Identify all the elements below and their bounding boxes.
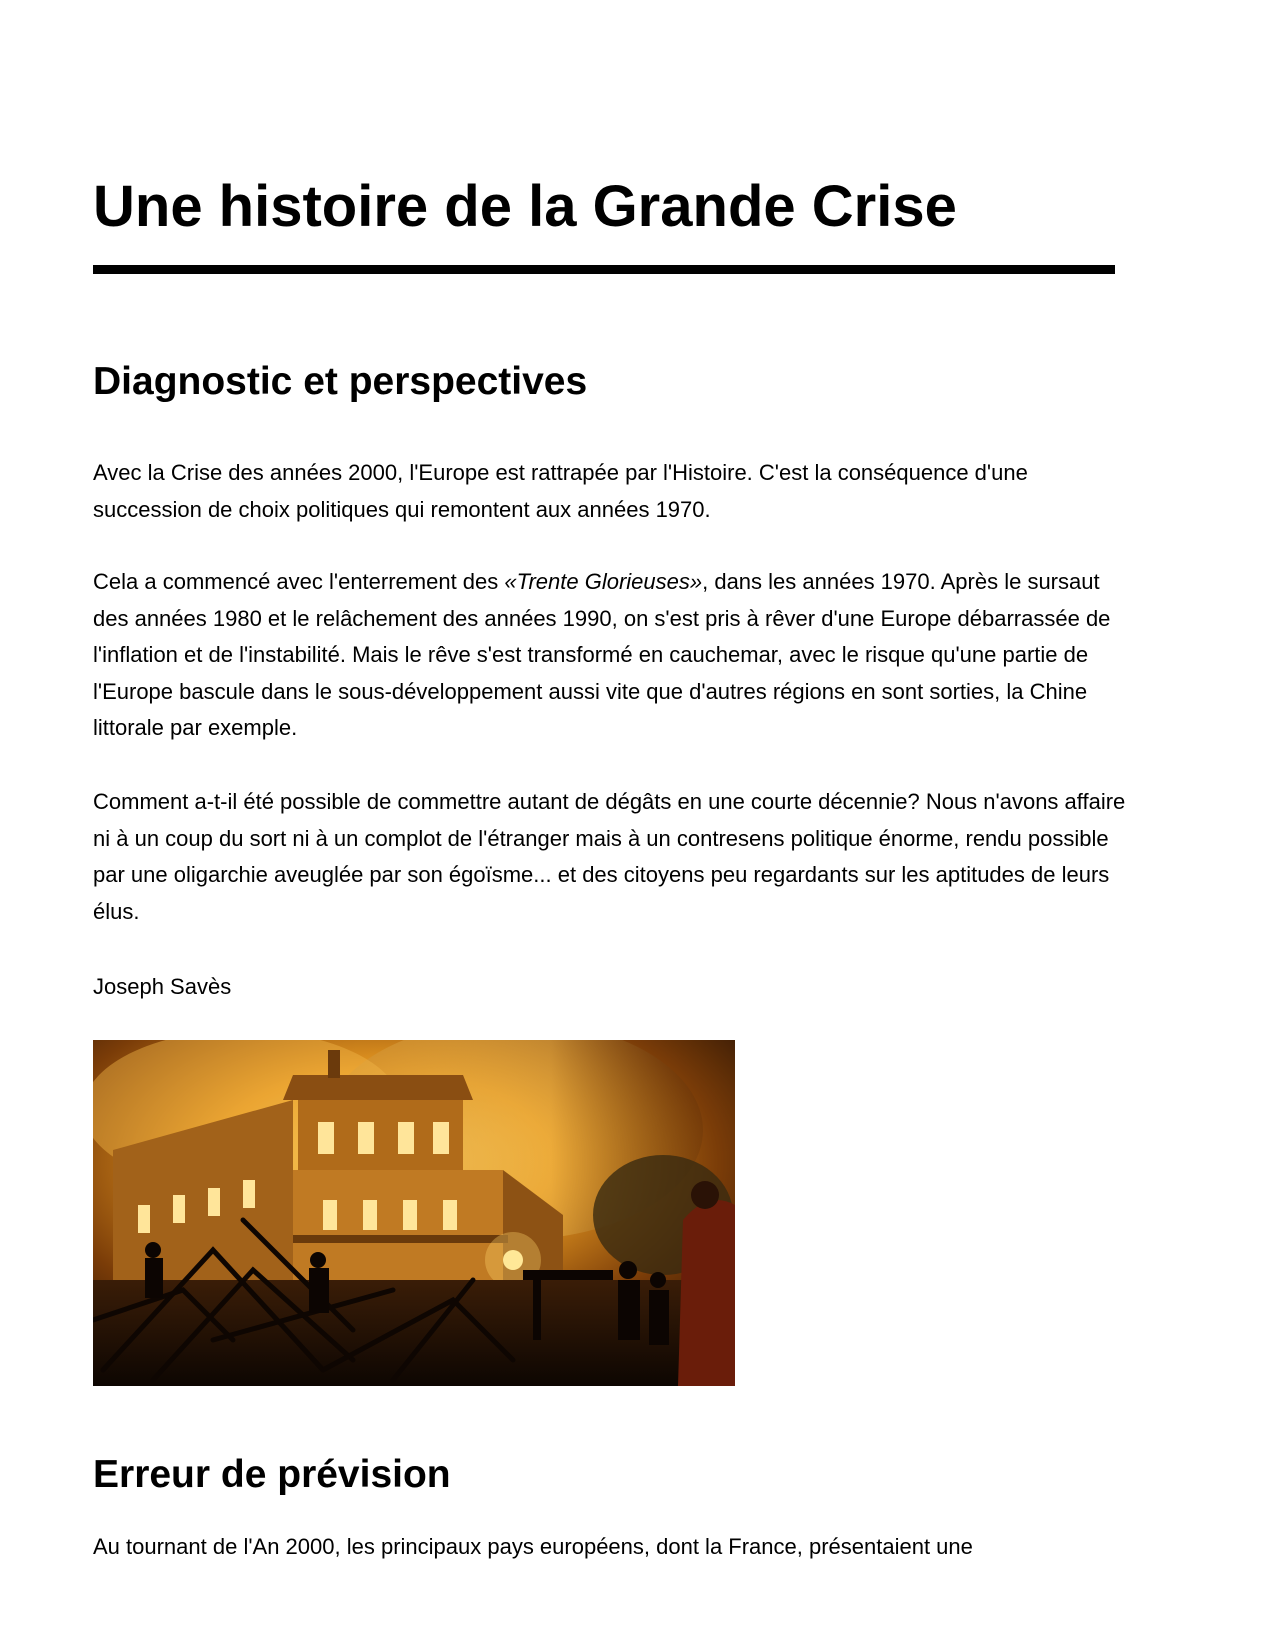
document-title: Une histoire de la Grande Crise xyxy=(93,174,957,239)
illustration-burning-building-photo xyxy=(93,1040,735,1386)
paragraph-text: , dans les années 1970. Après le sursaut des années 1980 et le relâchement des années 1990, on s'est pris à rêver d'une Europe débarrassée de l'inflation et de l'instabilité. Mais le rêve s'est transformé en cauchemar, avec le risque qu'une partie de l'Europe bascule dans le sous-développement aussi vite que d'autres régions en sont sorties, la Chine littorale par exemple. xyxy=(93,569,1111,741)
photo-graphic xyxy=(93,1040,735,1386)
author-signature: Joseph Savès xyxy=(93,974,232,999)
italic-phrase: «Trente Glorieuses» xyxy=(504,569,703,594)
title-divider xyxy=(93,265,1115,274)
paragraph-question: Comment a-t-il été possible de commettre autant de dégâts en une courte décennie? Nous n'avons affaire ni à un coup du sort ni à un complot de l'étranger mais à un contresens politique énorme, rendu possible par une oligarchie aveuglée par son égoïsme... et des citoyens peu regardants sur les aptitudes de leurs élus. xyxy=(93,789,1126,924)
paragraph-trente-glorieuses xyxy=(93,564,1133,747)
section-heading-diagnostic: Diagnostic et perspectives xyxy=(93,360,588,403)
paragraph-text: Cela a commencé avec l'enterrement des xyxy=(93,569,505,594)
paragraph-intro: Avec la Crise des années 2000, l'Europe est rattrapée par l'Histoire. C'est la conséquence d'une succession de choix politiques qui remontent aux années 1970. xyxy=(93,460,1028,522)
section-heading-erreur: Erreur de prévision xyxy=(93,1453,451,1496)
paragraph-an-2000: Au tournant de l'An 2000, les principaux pays européens, dont la France, présentaient une xyxy=(93,1534,973,1559)
